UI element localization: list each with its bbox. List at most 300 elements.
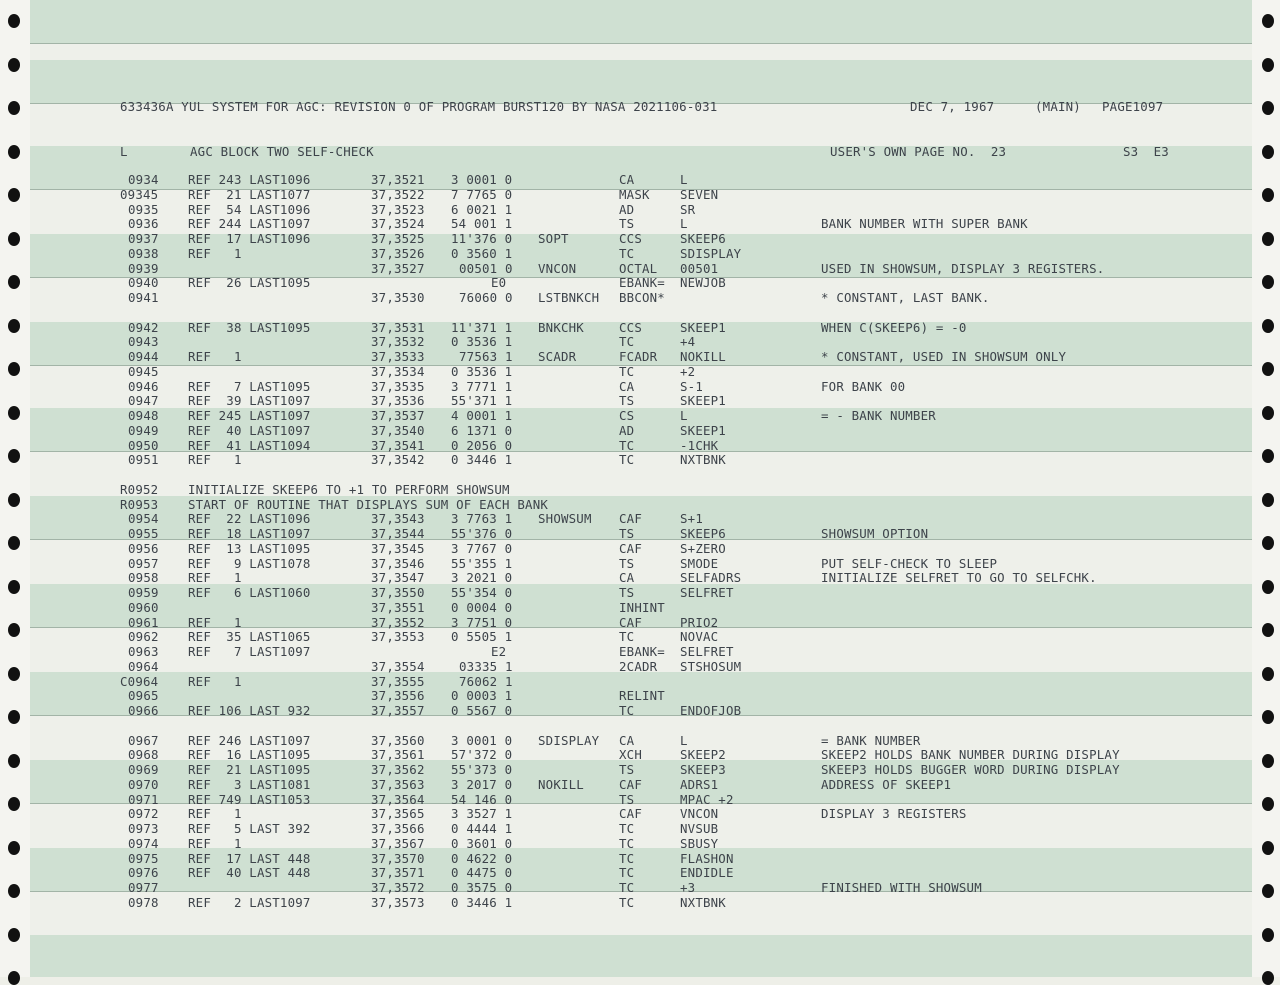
listing-seq: 0964 <box>128 658 159 674</box>
listing-ref: REF 17 LAST 448 <box>188 850 311 866</box>
listing-ref: REF 106 LAST 932 <box>188 703 311 718</box>
tractor-hole <box>8 841 20 855</box>
tractor-hole <box>8 928 20 942</box>
listing-op: TC <box>619 821 635 836</box>
listing-addr: 37,3571 <box>371 865 425 881</box>
right-tractor-strip <box>1252 0 1280 977</box>
listing-seq: 0966 <box>128 703 159 718</box>
listing-code: 6 0021 1 <box>451 201 513 217</box>
listing-ref: REF 1 <box>188 245 242 261</box>
listing-ref: REF 16 LAST1095 <box>188 747 311 763</box>
listing-seq: 0951 <box>128 452 159 468</box>
listing-op: TC <box>619 452 635 468</box>
listing-seq: 0939 <box>128 260 159 276</box>
listing-addr: 37,3557 <box>371 703 425 718</box>
listing-op: MASK <box>619 186 650 202</box>
listing-seq: 0944 <box>128 349 159 364</box>
tractor-hole <box>1262 580 1274 594</box>
listing-ref: REF 13 LAST1095 <box>188 540 311 556</box>
tractor-hole <box>1262 797 1274 811</box>
listing-seq: R0952 <box>120 481 159 497</box>
listing-ref: REF 18 LAST1097 <box>188 526 311 541</box>
listing-operand: S+ZERO <box>680 540 726 556</box>
listing-code: 11'371 1 <box>451 319 513 335</box>
listing-ref: REF 1 <box>188 614 242 630</box>
listing-label: SHOWSUM <box>538 511 592 527</box>
listing-operand: 00501 <box>680 260 719 276</box>
listing-ref: REF 7 LAST1095 <box>188 378 311 394</box>
listing-code: 0 3536 1 <box>451 334 513 350</box>
listing-operand: SKEEP6 <box>680 231 726 246</box>
subheader-log: L <box>120 144 128 159</box>
listing-addr: 37,3542 <box>371 452 425 468</box>
listing-op: AD <box>619 201 635 217</box>
tractor-hole <box>1262 188 1274 202</box>
listing-seq: 0960 <box>128 599 159 615</box>
listing-addr: 37,3551 <box>371 599 425 615</box>
listing-op: TC <box>619 629 635 645</box>
listing-ref: INITIALIZE SKEEP6 TO +1 TO PERFORM SHOWSUM <box>188 481 510 497</box>
listing-addr: 37,3530 <box>371 290 425 305</box>
listing-seq: 0936 <box>128 216 159 232</box>
listing-operand: NXTBNK <box>680 894 726 910</box>
listing-addr: 37,3572 <box>371 880 425 895</box>
listing-addr: 37,3531 <box>371 319 425 335</box>
listing-ref: REF 54 LAST1096 <box>188 201 311 217</box>
listing-seq: R0953 <box>120 496 159 512</box>
listing-code: 54 001 1 <box>451 216 513 232</box>
listing-ref: REF 6 LAST1060 <box>188 585 311 600</box>
listing-op: TC <box>619 703 635 718</box>
listing-addr: 37,3524 <box>371 216 425 232</box>
listing-operand: MPAC +2 <box>680 791 734 807</box>
tractor-hole <box>1262 971 1274 985</box>
listing-operand: SEVEN <box>680 186 719 202</box>
listing-operand: -1CHK <box>680 437 719 453</box>
listing-op: TC <box>619 363 635 379</box>
listing-addr: 37,3547 <box>371 570 425 586</box>
listing-code: 0 4622 0 <box>451 850 513 866</box>
listing-addr: 37,3523 <box>371 201 425 217</box>
listing-op: XCH <box>619 747 642 763</box>
listing-ref: REF 246 LAST1097 <box>188 732 311 748</box>
listing-operand: SDISPLAY <box>680 245 742 261</box>
listing-comment: SKEEP3 HOLDS BUGGER WORD DURING DISPLAY <box>821 762 1120 777</box>
listing-op: INHINT <box>619 599 665 615</box>
listing-op: TC <box>619 850 635 866</box>
listing-ref: REF 38 LAST1095 <box>188 319 311 335</box>
tractor-hole <box>1262 884 1274 898</box>
listing-comment: FINISHED WITH SHOWSUM <box>821 880 982 895</box>
listing-operand: SR <box>680 201 696 217</box>
listing-seq: 0977 <box>128 880 159 895</box>
listing-operand: SKEEP3 <box>680 762 726 777</box>
listing-addr: 37,3545 <box>371 540 425 556</box>
listing-op: TC <box>619 437 635 453</box>
listing-code: 55'373 0 <box>451 762 513 777</box>
listing-seq: 0940 <box>128 275 159 291</box>
listing-addr: 37,3540 <box>371 422 425 438</box>
listing-addr: 37,3526 <box>371 245 425 261</box>
tractor-hole <box>1262 58 1274 72</box>
listing-code: 77563 1 <box>459 349 513 364</box>
tractor-hole <box>8 797 20 811</box>
listing-addr: 37,3543 <box>371 511 425 527</box>
listing-operand: SELFADRS <box>680 570 742 586</box>
listing-seq: 0962 <box>128 629 159 645</box>
listing-ref: REF 39 LAST1097 <box>188 393 311 409</box>
listing-addr: 37,3536 <box>371 393 425 409</box>
listing-code: 0 2056 0 <box>451 437 513 453</box>
listing-op: RELINT <box>619 688 665 704</box>
listing-seq: 0935 <box>128 201 159 217</box>
listing-op: TS <box>619 393 635 409</box>
listing-operand: S-1 <box>680 378 703 394</box>
tractor-hole <box>8 58 20 72</box>
listing-addr: 37,3552 <box>371 614 425 630</box>
listing-label: VNCON <box>538 260 577 276</box>
listing-ref: REF 26 LAST1095 <box>188 275 311 291</box>
listing-code: 3 7763 1 <box>451 511 513 527</box>
listing-ref: REF 1 <box>188 806 242 822</box>
listing-operand: ENDIDLE <box>680 865 734 881</box>
listing-op: EBANK= <box>619 275 665 291</box>
listing-seq: 0973 <box>128 821 159 836</box>
listing-seq: 0970 <box>128 776 159 792</box>
listing-op: CS <box>619 408 635 423</box>
listing-ref: REF 35 LAST1065 <box>188 629 311 645</box>
listing-seq: 0941 <box>128 290 159 305</box>
listing-op: TC <box>619 334 635 350</box>
listing-seq: 0958 <box>128 570 159 586</box>
listing-operand: SBUSY <box>680 835 719 851</box>
listing-addr: 37,3537 <box>371 408 425 423</box>
listing-op: CAF <box>619 511 642 527</box>
listing-ref: REF 21 LAST1077 <box>188 186 311 202</box>
listing-addr: 37,3535 <box>371 378 425 394</box>
tractor-hole <box>8 710 20 724</box>
listing-addr: 37,3541 <box>371 437 425 453</box>
listing-addr: 37,3546 <box>371 555 425 571</box>
listing-ref: REF 1 <box>188 835 242 851</box>
tractor-hole <box>1262 319 1274 333</box>
listing-op: CA <box>619 732 635 748</box>
listing-code: 55'371 1 <box>451 393 513 409</box>
tractor-hole <box>1262 493 1274 507</box>
listing-seq: 0938 <box>128 245 159 261</box>
listing-seq: 0943 <box>128 334 159 350</box>
tractor-hole <box>8 275 20 289</box>
listing-addr: 37,3532 <box>371 334 425 350</box>
listing-code: 0 5505 1 <box>451 629 513 645</box>
left-tractor-strip <box>0 0 30 977</box>
listing-ref: REF 17 LAST1096 <box>188 231 311 246</box>
listing-op: CCS <box>619 231 642 246</box>
listing-operand: L <box>680 216 688 232</box>
listing-code: 0 4444 1 <box>451 821 513 836</box>
listing-seq: 0957 <box>128 555 159 571</box>
listing-code: 0 3536 1 <box>451 363 513 379</box>
tractor-hole <box>1262 362 1274 376</box>
listing-ref: REF 21 LAST1095 <box>188 762 311 777</box>
listing-op: CAF <box>619 806 642 822</box>
listing-operand: L <box>680 172 688 187</box>
listing-comment: ADDRESS OF SKEEP1 <box>821 776 952 792</box>
listing-operand: +2 <box>680 363 696 379</box>
tractor-hole <box>8 754 20 768</box>
listing-addr: 37,3561 <box>371 747 425 763</box>
listing-seq: C0964 <box>120 673 159 689</box>
listing-comment: INITIALIZE SELFRET TO GO TO SELFCHK. <box>821 570 1097 586</box>
listing-label: SCADR <box>538 349 577 364</box>
listing-ref: REF 1 <box>188 673 242 689</box>
listing-code: 0 3560 1 <box>451 245 513 261</box>
listing-ref: REF 1 <box>188 570 242 586</box>
listing-code: 3 0001 0 <box>451 732 513 748</box>
listing-addr: 37,3563 <box>371 776 425 792</box>
listing-addr: 37,3527 <box>371 260 425 276</box>
listing-seq: 0946 <box>128 378 159 394</box>
tractor-hole <box>1262 275 1274 289</box>
listing-addr: 37,3570 <box>371 850 425 866</box>
listing-code: 55'376 0 <box>451 526 513 541</box>
listing-code: 54 146 0 <box>451 791 513 807</box>
listing-operand: PRIO2 <box>680 614 719 630</box>
listing-seq: 0969 <box>128 762 159 777</box>
listing-operand: SKEEP2 <box>680 747 726 763</box>
listing-seq: 09345 <box>120 186 159 202</box>
listing-addr: 37,3534 <box>371 363 425 379</box>
listing-code: 0 3446 1 <box>451 894 513 910</box>
header-main: (MAIN) <box>1035 99 1081 114</box>
listing-addr: 37,3533 <box>371 349 425 364</box>
listing-addr: 37,3556 <box>371 688 425 704</box>
listing-addr: 37,3555 <box>371 673 425 689</box>
listing-addr: 37,3554 <box>371 658 425 674</box>
listing-op: EBANK= <box>619 644 665 659</box>
listing-code: 03335 1 <box>459 658 513 674</box>
listing-seq: 0949 <box>128 422 159 438</box>
tractor-hole <box>8 449 20 463</box>
band-edge <box>30 43 1252 44</box>
tractor-hole <box>1262 623 1274 637</box>
listing-code: 0 3446 1 <box>451 452 513 468</box>
listing-addr: 37,3573 <box>371 894 425 910</box>
listing-code: 0 4475 0 <box>451 865 513 881</box>
listing-ref: REF 7 LAST1097 <box>188 644 311 659</box>
tractor-hole <box>1262 667 1274 681</box>
listing-op: TS <box>619 216 635 232</box>
listing-op: FCADR <box>619 349 658 364</box>
listing-operand: S+1 <box>680 511 703 527</box>
listing-operand: FLASHON <box>680 850 734 866</box>
listing-operand: NOKILL <box>680 349 726 364</box>
listing-addr: 37,3564 <box>371 791 425 807</box>
listing-operand: ENDOFJOB <box>680 703 742 718</box>
tractor-hole <box>1262 928 1274 942</box>
listing-op: TC <box>619 865 635 881</box>
listing-seq: 0976 <box>128 865 159 881</box>
listing-op: CAF <box>619 614 642 630</box>
listing-ref: REF 1 <box>188 452 242 468</box>
listing-comment: * CONSTANT, LAST BANK. <box>821 290 990 305</box>
listing-ref: REF 9 LAST1078 <box>188 555 311 571</box>
listing-comment: DISPLAY 3 REGISTERS <box>821 806 967 822</box>
listing-comment: BANK NUMBER WITH SUPER BANK <box>821 216 1028 232</box>
listing-addr: 37,3565 <box>371 806 425 822</box>
listing-operand: L <box>680 732 688 748</box>
listing-ref: REF 40 LAST1097 <box>188 422 311 438</box>
listing-op: TS <box>619 585 635 600</box>
listing-code: 57'372 0 <box>451 747 513 763</box>
subheader-title: AGC BLOCK TWO SELF-CHECK <box>190 144 374 159</box>
listing-operand: SKEEP6 <box>680 526 726 541</box>
tractor-hole <box>1262 536 1274 550</box>
listing-seq: 0972 <box>128 806 159 822</box>
listing-operand: L <box>680 408 688 423</box>
subheader-user-page: USER'S OWN PAGE NO. 23 <box>830 144 1007 159</box>
listing-seq: 0961 <box>128 614 159 630</box>
listing-label: SDISPLAY <box>538 732 600 748</box>
listing-code: 00501 0 <box>459 260 513 276</box>
listing-operand: NVSUB <box>680 821 719 836</box>
listing-op: CA <box>619 570 635 586</box>
listing-op: TC <box>619 835 635 851</box>
listing-ref: REF 41 LAST1094 <box>188 437 311 453</box>
listing-op: CA <box>619 378 635 394</box>
listing-operand: VNCON <box>680 806 719 822</box>
tractor-hole <box>8 362 20 376</box>
listing-op: TS <box>619 555 635 571</box>
listing-code: 3 0001 0 <box>451 172 513 187</box>
listing-comment: PUT SELF-CHECK TO SLEEP <box>821 555 998 571</box>
listing-op: TS <box>619 526 635 541</box>
listing-op: TC <box>619 894 635 910</box>
listing-addr: 37,3550 <box>371 585 425 600</box>
listing-seq: 0948 <box>128 408 159 423</box>
greenbar-band <box>30 60 1252 104</box>
listing-comment: SKEEP2 HOLDS BANK NUMBER DURING DISPLAY <box>821 747 1120 763</box>
tractor-hole <box>8 667 20 681</box>
listing-operand: STSHOSUM <box>680 658 742 674</box>
listing-seq: 0959 <box>128 585 159 600</box>
listing-comment: FOR BANK 00 <box>821 378 906 394</box>
listing-label: LSTBNKCH <box>538 290 600 305</box>
listing-addr: 37,3567 <box>371 835 425 851</box>
tractor-hole <box>8 406 20 420</box>
listing-label: NOKILL <box>538 776 584 792</box>
listing-code: 55'354 0 <box>451 585 513 600</box>
listing-seq: 0967 <box>128 732 159 748</box>
header-page: PAGE1097 <box>1102 99 1164 114</box>
listing-addr: 37,3560 <box>371 732 425 748</box>
printout-sheet <box>30 0 1252 977</box>
listing-ref: START OF ROUTINE THAT DISPLAYS SUM OF EACH BANK <box>188 496 549 512</box>
greenbar-band <box>30 935 1252 977</box>
band-edge <box>30 365 1252 366</box>
listing-seq: 0950 <box>128 437 159 453</box>
listing-operand: +4 <box>680 334 696 350</box>
listing-label: SOPT <box>538 231 569 246</box>
listing-operand: SMODE <box>680 555 719 571</box>
listing-code: 3 7771 1 <box>451 378 513 394</box>
listing-ref: REF 243 LAST1096 <box>188 172 311 187</box>
listing-code: 3 7751 0 <box>451 614 513 630</box>
listing-ref: REF 2 LAST1097 <box>188 894 311 910</box>
tractor-hole <box>8 14 20 28</box>
listing-code: 11'376 0 <box>451 231 513 246</box>
listing-ref: REF 22 LAST1096 <box>188 511 311 527</box>
listing-code: 0 5567 0 <box>451 703 513 718</box>
listing-op: TC <box>619 245 635 261</box>
greenbar-band <box>30 0 1252 44</box>
tractor-hole <box>8 580 20 594</box>
listing-code: 76060 0 <box>459 290 513 305</box>
listing-code: 6 1371 0 <box>451 422 513 438</box>
listing-addr: 37,3525 <box>371 231 425 246</box>
listing-seq: 0954 <box>128 511 159 527</box>
listing-seq: 0937 <box>128 231 159 246</box>
listing-code: 0 0004 0 <box>451 599 513 615</box>
tractor-hole <box>8 536 20 550</box>
tractor-hole <box>1262 754 1274 768</box>
listing-operand: NXTBNK <box>680 452 726 468</box>
listing-operand: SKEEP1 <box>680 422 726 438</box>
listing-op: CAF <box>619 540 642 556</box>
listing-code: E2 <box>491 644 507 659</box>
listing-seq: 0963 <box>128 644 159 659</box>
listing-op: CAF <box>619 776 642 792</box>
listing-comment: = BANK NUMBER <box>821 732 921 748</box>
listing-operand: ADRS1 <box>680 776 719 792</box>
listing-seq: 0974 <box>128 835 159 851</box>
listing-seq: 0968 <box>128 747 159 763</box>
listing-code: 0 3575 0 <box>451 880 513 895</box>
listing-code: E0 <box>491 275 507 291</box>
tractor-hole <box>1262 101 1274 115</box>
tractor-hole <box>1262 232 1274 246</box>
listing-seq: 0975 <box>128 850 159 866</box>
listing-code: 76062 1 <box>459 673 513 689</box>
listing-code: 3 2021 0 <box>451 570 513 586</box>
listing-operand: SELFRET <box>680 585 734 600</box>
tractor-hole <box>1262 14 1274 28</box>
listing-comment: * CONSTANT, USED IN SHOWSUM ONLY <box>821 349 1067 364</box>
tractor-hole <box>8 623 20 637</box>
listing-addr: 37,3544 <box>371 526 425 541</box>
listing-code: 0 0003 1 <box>451 688 513 704</box>
listing-operand: SKEEP1 <box>680 393 726 409</box>
listing-seq: 0956 <box>128 540 159 556</box>
listing-code: 3 7767 0 <box>451 540 513 556</box>
listing-operand: +3 <box>680 880 696 895</box>
band-edge <box>30 891 1252 892</box>
tractor-hole <box>1262 841 1274 855</box>
tractor-hole <box>1262 145 1274 159</box>
listing-addr: 37,3562 <box>371 762 425 777</box>
tractor-hole <box>1262 406 1274 420</box>
tractor-hole <box>8 971 20 985</box>
tractor-hole <box>8 232 20 246</box>
listing-code: 0 3601 0 <box>451 835 513 851</box>
listing-seq: 0942 <box>128 319 159 335</box>
tractor-hole <box>8 101 20 115</box>
listing-addr: 37,3521 <box>371 172 425 187</box>
listing-op: AD <box>619 422 635 438</box>
tractor-hole <box>1262 449 1274 463</box>
listing-ref: REF 5 LAST 392 <box>188 821 311 836</box>
listing-ref: REF 749 LAST1053 <box>188 791 311 807</box>
